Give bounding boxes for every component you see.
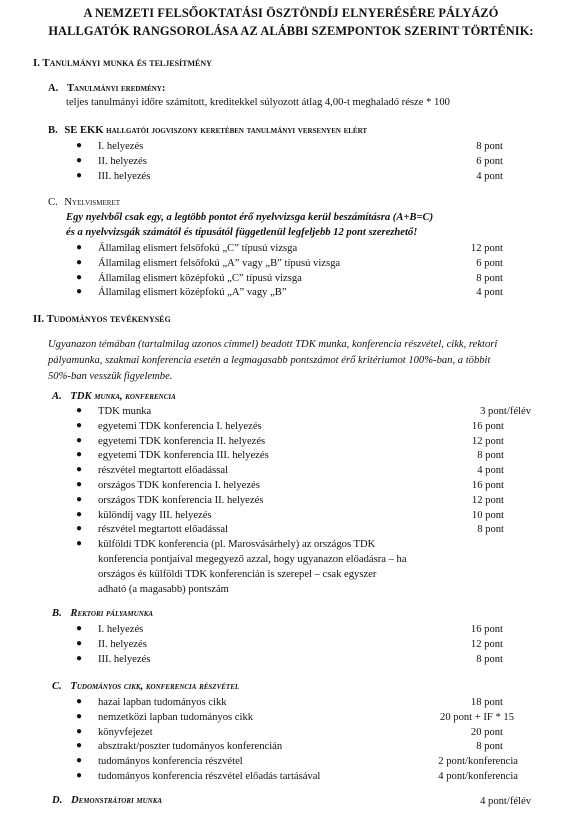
bullet-icon: ●	[76, 652, 83, 664]
list-item: ● országos TDK konferencia II. helyezés 12 pont	[76, 493, 504, 506]
section-1b-label: B.	[48, 125, 58, 136]
section-1c-heading	[48, 196, 120, 209]
section-1b-title: SE EKK hallgatói jogviszony keretében tanulmányi versenyen elért	[64, 125, 368, 136]
bullet-icon: ●	[76, 286, 83, 298]
list-item: ● II. helyezés 6 pont	[76, 154, 503, 167]
bullet-icon: ●	[76, 538, 83, 550]
bullet-icon: ●	[76, 419, 83, 431]
title-line-1: A NEMZETI FELSŐOKTATÁSI ÖSZTÖNDÍJ ELNYERÉSÉRE PÁLYÁZÓ	[83, 6, 499, 20]
list-item: ● hazai lapban tudományos cikk 18 pont	[76, 696, 503, 708]
bullet-icon: ●	[76, 140, 83, 151]
bullet-icon: ●	[76, 523, 83, 535]
list-item: ● Államilag elismert középfokú „C” típusú vizsga 8 pont	[76, 271, 503, 284]
list-item: ● Államilag elismert felsőfokú „C” típusú vizsga 12 pont	[76, 242, 503, 254]
list-item: ● I. helyezés 16 pont	[76, 623, 503, 635]
section-2c-heading: C. Tudományos cikk, konferencia részvétel	[52, 681, 240, 692]
list-item: ● nemzetközi lapban tudományos cikk 20 pont + IF * 15	[76, 710, 514, 723]
section-1c-note-2: és a nyelvvizsgák számától és típusától függetlenül legfeljebb 12 pont szerezhető!	[66, 227, 418, 238]
section-2-paragraph: Ugyanazon témában (tartalmilag azonos címmel) beadott TDK munka, konferencia részvétel, cikk, rektori pályamunka, szakmai konferencia esetén a legmagasabb pontszámot érő kritériumot 100%-ban, a többit 50%-ban vesszük figyelembe.	[48, 339, 498, 383]
list-item: ● külföldi TDK konferencia (pl. Marosvásárhely) az országos TDK konferencia pontjaival megegyező azzal, hogy ugyanazon előadásra – ha országos és külföldi TDK konferencián is szerepel – csak egyszer adható (a magasabb) pontszám	[76, 538, 407, 595]
list-item: ● egyetemi TDK konferencia III. helyezés 8 pont	[76, 449, 504, 462]
list-item: ● absztrakt/poszter tudományos konferencián 8 pont	[76, 740, 503, 753]
bullet-icon: ●	[76, 478, 83, 490]
list-item: ● különdíj vagy III. helyezés 10 pont	[76, 508, 504, 521]
section-1b-heading	[48, 124, 367, 137]
list-item: ● Államilag elismert középfokú „A” vagy „B” 4 pont	[76, 286, 503, 299]
section-1a-title: Tanulmányi eredmény:	[66, 83, 166, 94]
section-2d-value: 4 pont/félév	[480, 796, 531, 807]
list-item: ● III. helyezés 4 pont	[76, 169, 503, 182]
bullet-icon: ●	[76, 755, 83, 767]
section-1a-text: teljes tanulmányi időre számított, kreditekkel súlyozott átlag 4,00-t meghaladó része * 100	[66, 97, 450, 108]
title-line-2: HALLGATÓK RANGSOROLÁSA AZ ALÁBBI SZEMPONTOK SZERINT TÖRTÉNIK:	[48, 24, 534, 38]
section-1a-heading	[48, 82, 165, 95]
section-1c-title: Nyelvismeret	[64, 197, 120, 208]
list-item: ● egyetemi TDK konferencia II. helyezés 12 pont	[76, 434, 504, 447]
bullet-icon: ●	[76, 508, 83, 520]
section-1-heading: I. Tanulmányi munka és teljesítmény	[33, 57, 212, 69]
section-1c-label: C.	[48, 197, 58, 208]
bullet-icon: ●	[76, 434, 83, 446]
bullet-icon: ●	[76, 271, 83, 283]
section-2-heading: II. Tudományos tevékenység	[33, 313, 171, 325]
section-2c-label: C.	[52, 681, 62, 692]
section-2a-list	[76, 405, 531, 598]
section-2a-heading: A. TDK munka, konferencia	[52, 391, 176, 402]
list-item: ● Államilag elismert felsőfokú „A” vagy „B” típusú vizsga 6 pont	[76, 256, 503, 269]
section-2d-label: D.	[52, 795, 63, 806]
bullet-icon: ●	[76, 769, 83, 781]
bullet-icon: ●	[76, 464, 83, 476]
section-1b-list	[76, 140, 503, 184]
bullet-icon: ●	[76, 405, 83, 416]
list-item: ● egyetemi TDK konferencia I. helyezés 16 pont	[76, 419, 504, 432]
list-item: ● részvétel megtartott előadással 8 pont	[76, 523, 504, 536]
bullet-icon: ●	[76, 725, 83, 737]
bullet-icon: ●	[76, 740, 83, 752]
list-item: ● II. helyezés 12 pont	[76, 637, 503, 650]
section-1c-note-1: Egy nyelvből csak egy, a legtöbb pontot érő nyelvvizsga kerül beszámításra (A+B=C)	[66, 212, 434, 223]
list-item: ● tudományos konferencia részvétel 2 pont/konferencia	[76, 755, 518, 768]
bullet-icon: ●	[76, 242, 83, 253]
section-2b-heading: B. Rektori pályamunka	[52, 608, 154, 619]
bullet-icon: ●	[76, 256, 83, 268]
bullet-icon: ●	[76, 710, 83, 722]
section-2d-heading: D. Demonstrátori munka	[52, 795, 163, 806]
bullet-icon: ●	[76, 623, 83, 634]
section-2a-label: A.	[52, 391, 62, 402]
bullet-icon: ●	[76, 696, 83, 707]
list-item: ● könyvfejezet 20 pont	[76, 725, 503, 738]
list-item: ● I. helyezés 8 pont	[76, 140, 503, 152]
list-item: ● országos TDK konferencia I. helyezés 16 pont	[76, 478, 504, 491]
section-2c-list	[76, 696, 518, 785]
bullet-icon: ●	[76, 493, 83, 505]
list-item: ● III. helyezés 8 pont	[76, 652, 503, 665]
list-item: ● részvétel megtartott előadással 4 pont	[76, 464, 504, 477]
bullet-icon: ●	[76, 154, 83, 166]
section-2b-list	[76, 623, 503, 667]
list-item: ● tudományos konferencia részvétel előadás tartásával 4 pont/konferencia	[76, 769, 518, 782]
bullet-icon: ●	[76, 449, 83, 461]
bullet-icon: ●	[76, 169, 83, 181]
section-2b-label: B.	[52, 608, 62, 619]
section-1a-label: A.	[48, 83, 59, 94]
list-item: ● TDK munka 3 pont/félév	[76, 405, 531, 417]
bullet-icon: ●	[76, 637, 83, 649]
section-1c-list	[76, 242, 503, 301]
